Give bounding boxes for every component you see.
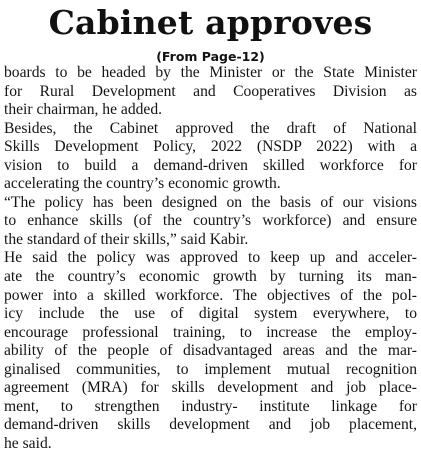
body-line: Skills Development Policy, 2022 (NSDP 2022) with a (4, 138, 417, 156)
continued-from-label: (From Page-12) (156, 49, 265, 64)
article-body (4, 64, 417, 453)
body-line: demand-driven skills development and job placement, (4, 416, 417, 434)
body-line: their chairman, he added. (4, 101, 163, 119)
body-line: ginalised communities, to implement mutual recognition (4, 360, 417, 378)
body-line: for Rural Development and Cooperatives Division as (4, 82, 417, 100)
body-line: He said the policy was approved to keep up and acceler- (4, 249, 417, 267)
body-line: icy include the use of digital system everywhere, to (4, 305, 417, 323)
body-line: he said. (4, 434, 52, 452)
body-line: boards to be headed by the Minister or the State Minister (4, 64, 417, 81)
body-line: power into a skilled workforce. The objectives of the pol- (4, 286, 417, 304)
body-line: ate the country’s economic growth by turning its man- (4, 268, 417, 286)
body-line: ment, to strengthen industry- institute linkage for (4, 397, 417, 415)
body-line: ability of the people of disadvantaged areas and the mar- (4, 342, 417, 360)
body-line: to enhance skills (of the country’s workforce) and ensure (4, 212, 417, 230)
body-line: “The policy has been designed on the basis of our visions (4, 193, 417, 211)
headline: Cabinet approves (48, 3, 373, 42)
body-line: vision to build a demand-driven skilled workforce for (4, 156, 417, 174)
body-line: encourage professional training, to increase the employ- (4, 323, 417, 341)
body-line: the standard of their skills,” said Kabir. (4, 230, 249, 248)
body-line: Besides, the Cabinet approved the draft of National (4, 119, 417, 137)
body-line: agreement (MRA) for skills development and job place- (4, 379, 417, 397)
body-line: accelerating the country’s economic growth. (4, 175, 281, 193)
